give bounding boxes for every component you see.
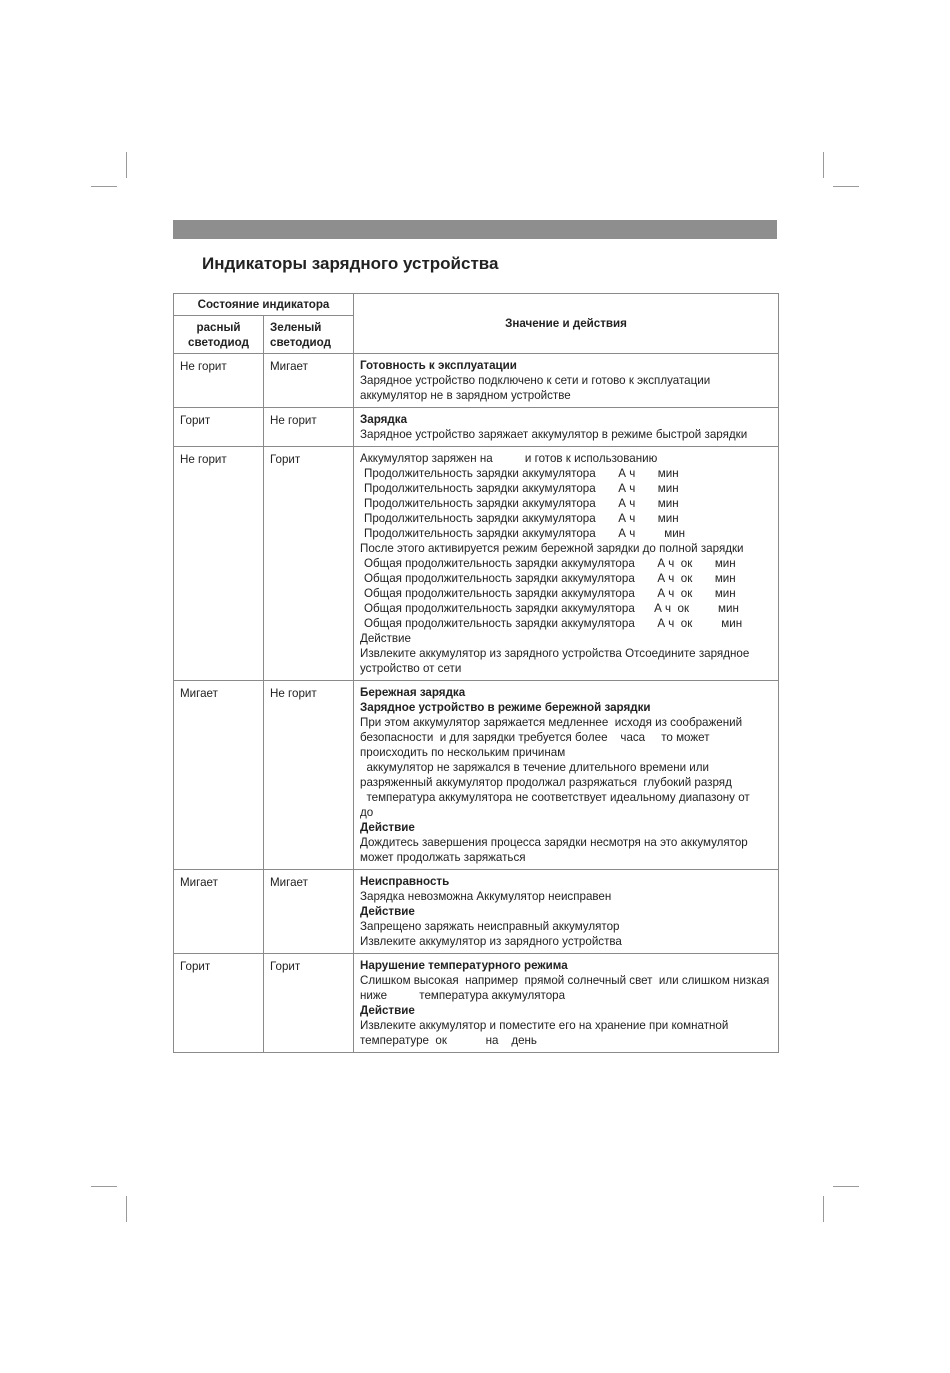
green-led-state: Не горит: [264, 681, 354, 870]
meaning-text: Продолжительность зарядки аккумулятора А ч мин: [364, 527, 686, 540]
table-row: [174, 870, 779, 954]
red-led-state: Горит: [174, 408, 264, 447]
crop-mark: [91, 186, 117, 187]
meaning-text: Общая продолжительность зарядки аккумулятора А ч ок мин: [364, 557, 736, 570]
meaning-text: Продолжительность зарядки аккумулятора А ч мин: [364, 512, 679, 525]
table-row: [174, 408, 779, 447]
crop-mark: [823, 1196, 824, 1222]
green-led-state: Мигает: [264, 354, 354, 408]
meaning-text: Запрещено заряжать неисправный аккумулятор: [360, 920, 620, 933]
meaning-heading: Зарядное устройство в режиме бережной зарядки: [360, 701, 651, 714]
crop-mark: [91, 1186, 117, 1187]
meaning-text: Зарядное устройство заряжает аккумулятор в режиме быстрой зарядки: [360, 428, 748, 441]
green-led-state: Мигает: [264, 870, 354, 954]
meaning-text: Извлеките аккумулятор из зарядного устройства Отсоедините зарядное устройство от сети: [360, 647, 750, 675]
header-red-led: расный светодиод: [174, 316, 264, 354]
meaning-text: Извлеките аккумулятор из зарядного устройства: [360, 935, 622, 948]
meaning-text: Слишком высокая например прямой солнечный свет или слишком низкая ниже температура аккумулятора: [360, 974, 776, 1002]
red-led-state: Не горит: [174, 354, 264, 408]
meaning-text: Общая продолжительность зарядки аккумулятора А ч ок мин: [364, 587, 736, 600]
meaning-text: Извлеките аккумулятор и поместите его на хранение при комнатной температуре ок на день: [360, 1019, 732, 1047]
meaning-text: Продолжительность зарядки аккумулятора А ч мин: [364, 467, 679, 480]
meaning-cell: [354, 447, 779, 681]
crop-mark: [126, 152, 127, 178]
crop-mark: [823, 152, 824, 178]
meaning-text: аккумулятор не заряжался в течение длительного времени или разряженный аккумулятор продолжал разряжаться глубокий разряд: [360, 761, 732, 789]
page-title: Индикаторы зарядного устройства: [202, 254, 499, 273]
meaning-heading: Готовность к эксплуатации: [360, 359, 517, 372]
crop-mark: [126, 1196, 127, 1222]
meaning-cell: [354, 354, 779, 408]
meaning-text: При этом аккумулятор заряжается медленнее исходя из соображений безопасности и для зарядки требуется более часа то может происходить по нескольким причинам: [360, 716, 746, 759]
indicator-table: [173, 293, 782, 1053]
header-state: Состояние индикатора: [174, 294, 354, 316]
meaning-heading: Бережная зарядка: [360, 686, 466, 699]
meaning-text: Продолжительность зарядки аккумулятора А ч мин: [364, 482, 679, 495]
meaning-heading: Действие: [360, 905, 415, 918]
red-led-state: Мигает: [174, 870, 264, 954]
meaning-heading: Нарушение температурного режима: [360, 959, 568, 972]
meaning-cell: [354, 870, 779, 954]
crop-mark: [833, 1186, 859, 1187]
meaning-text: температура аккумулятора не соответствует идеальному диапазону от до: [360, 791, 782, 819]
meaning-heading: Зарядка: [360, 413, 408, 426]
meaning-text: Зарядка невозможна Аккумулятор неисправен: [360, 890, 612, 903]
header-meaning: Значение и действия: [354, 294, 779, 354]
header-green-led: Зеленый светодиод: [264, 316, 354, 354]
green-led-state: Горит: [264, 954, 354, 1053]
table-row: [174, 954, 779, 1053]
green-led-state: Горит: [264, 447, 354, 681]
meaning-text: Дождитесь завершения процесса зарядки несмотря на это аккумулятор может продолжать заряжаться: [360, 836, 748, 864]
green-led-state: Не горит: [264, 408, 354, 447]
meaning-text: Зарядное устройство подключено к сети и готово к эксплуатации аккумулятор не в зарядном устройстве: [360, 374, 711, 402]
red-led-state: Горит: [174, 954, 264, 1053]
meaning-cell: [354, 954, 779, 1053]
meaning-text: Аккумулятор заряжен на и готов к использованию: [360, 452, 658, 465]
red-led-state: Мигает: [174, 681, 264, 870]
meaning-text: Общая продолжительность зарядки аккумулятора А ч ок мин: [364, 617, 743, 630]
red-led-state: Не горит: [174, 447, 264, 681]
meaning-text: Общая продолжительность зарядки аккумулятора А ч ок мин: [364, 602, 739, 615]
table-row: [174, 447, 779, 681]
meaning-heading: Действие: [360, 821, 415, 834]
header-bar: [173, 220, 777, 239]
table-row: [174, 681, 779, 870]
meaning-text: Продолжительность зарядки аккумулятора А ч мин: [364, 497, 679, 510]
meaning-text: После этого активируется режим бережной зарядки до полной зарядки: [360, 542, 744, 555]
meaning-cell: [354, 408, 779, 447]
table-row: [174, 354, 779, 408]
meaning-heading: Неисправность: [360, 875, 450, 888]
meaning-text: Действие: [360, 632, 411, 645]
meaning-heading: Действие: [360, 1004, 415, 1017]
crop-mark: [833, 186, 859, 187]
meaning-text: Общая продолжительность зарядки аккумулятора А ч ок мин: [364, 572, 736, 585]
meaning-cell: [354, 681, 782, 870]
